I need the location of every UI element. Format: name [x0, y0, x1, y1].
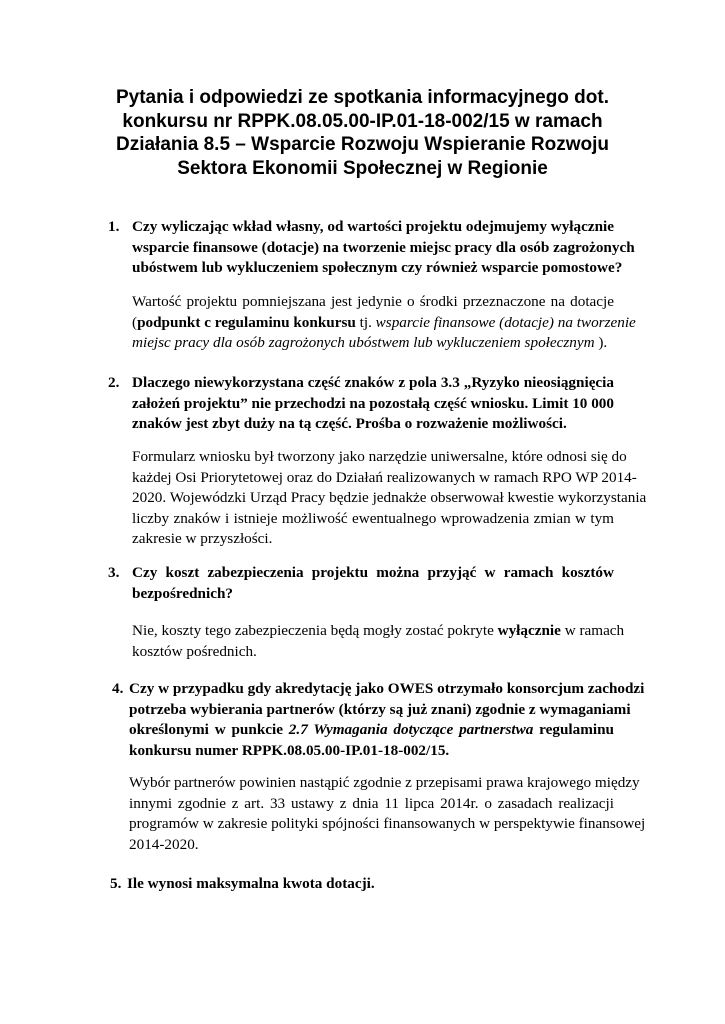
question-italic-text: 2.7 Wymagania dotyczące partnerstwa [288, 721, 534, 738]
answer-line [132, 621, 625, 642]
question-line: założeń projektu” nie przechodzi na pozostałą część wniosku. Limit 10 000 [132, 394, 614, 412]
answer-italic-text: miejsc pracy dla osób zagrożonych ubóstwem lub wykluczeniem społecznym [132, 334, 595, 351]
question-line: ubóstwem lub wykluczeniem społecznym czy również wsparcie pomostowe? [132, 259, 623, 276]
question-line: wsparcie finansowe (dotacje) na tworzenie miejsc pracy dla osób zagrożonych [132, 238, 635, 256]
answer-line: zakresie w przyszłości. [132, 530, 273, 547]
question-5-number: 5. [110, 875, 122, 892]
title-line: Działania 8.5 – Wsparcie Rozwoju Wspieranie Rozwoju [115, 134, 610, 155]
page-title [60, 86, 665, 180]
answer-1 [132, 292, 636, 354]
answer-line: Wybór partnerów powinien nastąpić zgodnie z przepisami prawa krajowego między [129, 774, 640, 791]
answer-line: programów w zakresie polityki spójności finansowanych w perspektywie finansowej [129, 815, 646, 832]
answer-text: Nie, koszty tego zabezpieczenia będą mogły zostać pokryte [132, 622, 498, 639]
question-2 [132, 373, 614, 435]
title-line: Sektora Ekonomii Społecznej w Regionie [177, 157, 548, 179]
answer-2 [132, 447, 647, 550]
answer-text: w ramach [560, 622, 625, 639]
question-line: Czy w przypadku gdy akredytację jako OWES otrzymało konsorcjum zachodzi [129, 680, 645, 697]
question-3 [132, 563, 614, 604]
question-line: Ile wynosi maksymalna kwota dotacji. [127, 875, 375, 892]
question-line: bezpośrednich? [132, 584, 233, 602]
question-text: regulaminu [533, 721, 614, 738]
answer-line: Wartość projektu pomniejszana jest jedynie o środki przeznaczone na dotacje [132, 293, 614, 310]
title-line: konkursu nr RPPK.08.05.00-IP.01-18-002/15 w ramach [122, 110, 603, 132]
answer-line [132, 333, 614, 354]
answer-text: tj. [355, 313, 376, 331]
question-line: konkursu numer RPPK.08.05.00-IP.01-18-002/15. [129, 741, 450, 759]
question-4-number: 4. [112, 680, 124, 697]
question-line: Czy wyliczając wkład własny, od wartości projektu odejmujemy wyłącznie [132, 218, 614, 235]
answer-line: kosztów pośrednich. [132, 642, 257, 660]
answer-3 [132, 621, 625, 662]
question-line: potrzeba wybierania partnerów (którzy są już znani) zgodnie z wymaganiami [129, 700, 631, 718]
question-1-number: 1. [108, 218, 120, 235]
title-line: Pytania i odpowiedzi ze spotkania informacyjnego dot. [115, 87, 610, 108]
question-5 [127, 874, 607, 895]
answer-line [132, 313, 636, 334]
answer-italic-text: wsparcie finansowe (dotacje) na tworzenie [375, 313, 636, 331]
question-line: znaków jest zbyt duży na tą część. Prośba o rozważenie możliwości. [132, 415, 567, 432]
question-line: Czy koszt zabezpieczenia projektu można przyjąć w ramach kosztów [132, 564, 614, 581]
question-line: Dlaczego niewykorzystana część znaków z pola 3.3 „Ryzyko nieosiągnięcia [132, 374, 614, 391]
answer-bold-text: wyłącznie [497, 622, 561, 639]
answer-line: każdej Osi Priorytetowej oraz do Działań realizowanych w ramach RPO WP 2014- [132, 468, 637, 486]
answer-text: ( [132, 313, 138, 331]
answer-line: 2014-2020. [129, 835, 199, 853]
answer-line: innymi zgodnie z art. 33 ustawy z dnia 11 lipca 2014r. o zasadach realizacji [129, 794, 614, 812]
question-3-number: 3. [108, 564, 120, 581]
question-line [129, 720, 614, 741]
answer-text: ). [594, 334, 608, 351]
answer-line: Formularz wniosku był tworzony jako narzędzie uniwersalne, które odnosi się do [132, 448, 627, 465]
question-2-number: 2. [108, 374, 120, 391]
answer-line: 2020. Wojewódzki Urząd Pracy będzie jednakże obserwował kwestie wykorzystania [132, 489, 647, 506]
answer-4 [129, 773, 646, 855]
question-4 [129, 679, 645, 761]
question-1 [132, 217, 635, 279]
answer-bold-text: podpunkt c regulaminu konkursu [137, 313, 356, 331]
answer-line: liczby znaków i istnieje możliwość ewentualnego wprowadzenia zmian w tym [132, 509, 614, 527]
question-text: określonymi w punkcie [129, 721, 289, 738]
